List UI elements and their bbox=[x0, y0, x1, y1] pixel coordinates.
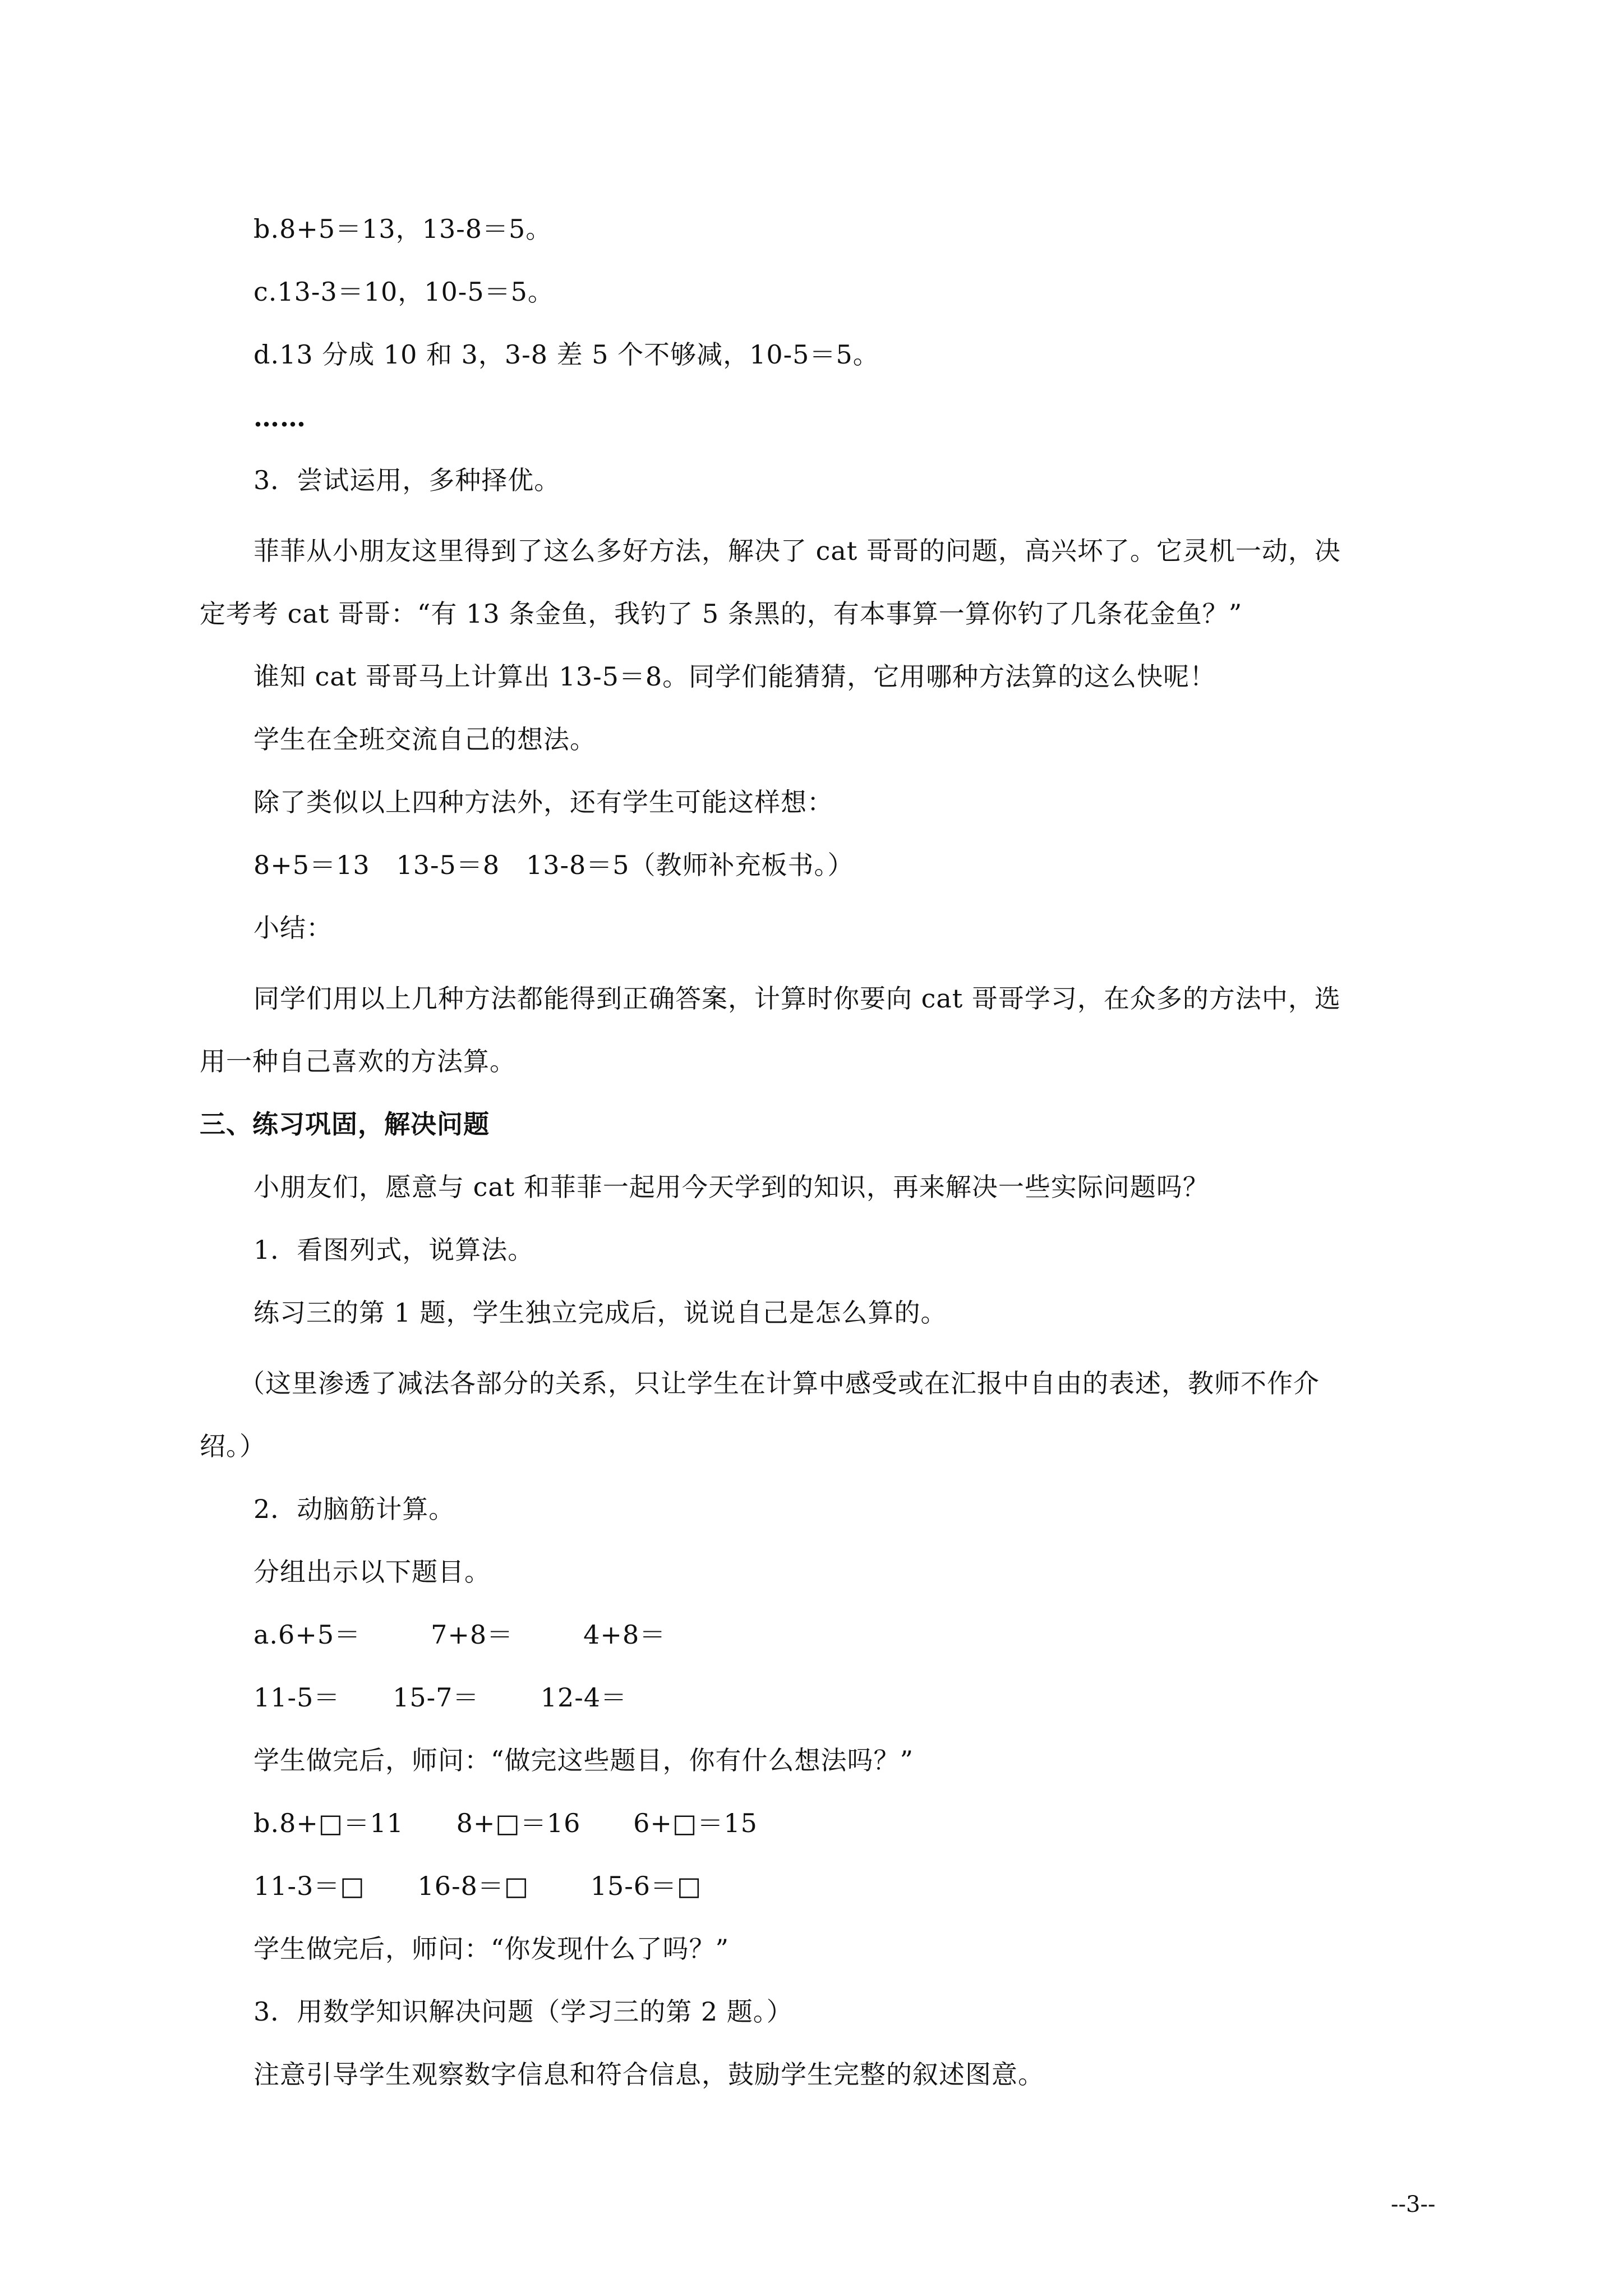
page-number: --3-- bbox=[1391, 2192, 1436, 2217]
practice-item-1-text: 练习三的第 1 题，学生独立完成后，说说自己是怎么算的。 bbox=[253, 1297, 947, 1328]
cat-calculation-line: 谁知 cat 哥哥马上计算出 13-5＝8。同学们能猜猜，它用哪种方法算的这么快呢！ bbox=[253, 661, 1216, 692]
method-c-line: c.13-3＝10，10-5＝5。 bbox=[253, 277, 554, 307]
other-methods-line: 除了类似以上四种方法外，还有学生可能这样想： bbox=[253, 787, 833, 817]
note-paragraph-line-1: （这里渗透了减法各部分的关系，只让学生在计算中感受或在汇报中自由的表述，教师不作介 bbox=[239, 1368, 1320, 1398]
practice-item-3-heading: 3．用数学知识解决问题（学习三的第 2 题。） bbox=[253, 1996, 793, 2027]
class-exchange-line: 学生在全班交流自己的想法。 bbox=[253, 724, 596, 754]
summary-paragraph-line-2: 用一种自己喜欢的方法算。 bbox=[200, 1046, 516, 1076]
practice-intro-line: 小朋友们，愿意与 cat 和菲菲一起用今天学到的知识，再来解决一些实际问题吗？ bbox=[253, 1172, 1209, 1202]
story-paragraph-line-1: 菲菲从小朋友这里得到了这么多好方法，解决了 cat 哥哥的问题，高兴坏了。它灵机一动，决 bbox=[253, 536, 1341, 566]
practice-item-2-heading: 2．动脑筋计算。 bbox=[253, 1494, 455, 1524]
guidance-line: 注意引导学生观察数字信息和符合信息，鼓励学生完整的叙述图意。 bbox=[253, 2059, 1044, 2090]
summary-paragraph-line-1: 同学们用以上几种方法都能得到正确答案，计算时你要向 cat 哥哥学习，在众多的方法中，选 bbox=[253, 983, 1341, 1014]
teacher-question-2: 学生做完后，师问：“你发现什么了吗？” bbox=[253, 1934, 730, 1964]
story-paragraph-line-2: 定考考 cat 哥哥：“有 13 条金鱼，我钓了 5 条黑的，有本事算一算你钓了几条花金鱼？” bbox=[200, 599, 1243, 629]
ellipsis-line: …… bbox=[253, 402, 306, 432]
section-3-heading: 3．尝试运用，多种择优。 bbox=[253, 465, 561, 495]
board-equations-line: 8+5＝13 13-5＝8 13-8＝5（教师补充板书。） bbox=[253, 850, 854, 880]
summary-label: 小结： bbox=[253, 913, 333, 943]
exercise-a-line-1: a.6+5＝ 7+8＝ 4+8＝ bbox=[253, 1619, 666, 1650]
practice-item-1-heading: 1．看图列式，说算法。 bbox=[253, 1235, 534, 1265]
method-d-line: d.13 分成 10 和 3，3-8 差 5 个不够减，10-5＝5。 bbox=[253, 339, 879, 370]
teacher-question-1: 学生做完后，师问：“做完这些题目，你有什么想法吗？” bbox=[253, 1745, 914, 1775]
note-paragraph-line-2: 绍。） bbox=[200, 1431, 266, 1461]
group-display-line: 分组出示以下题目。 bbox=[253, 1557, 491, 1587]
method-b-line: b.8+5＝13，13-8＝5。 bbox=[253, 214, 552, 244]
part-3-heading: 三、练习巩固，解决问题 bbox=[200, 1109, 490, 1139]
exercise-b-line-2: 11-3＝□ 16-8＝□ 15-6＝□ bbox=[253, 1871, 702, 1901]
exercise-a-line-2: 11-5＝ 15-7＝ 12-4＝ bbox=[253, 1682, 628, 1713]
exercise-b-line-1: b.8+□＝11 8+□＝16 6+□＝15 bbox=[253, 1808, 758, 1838]
